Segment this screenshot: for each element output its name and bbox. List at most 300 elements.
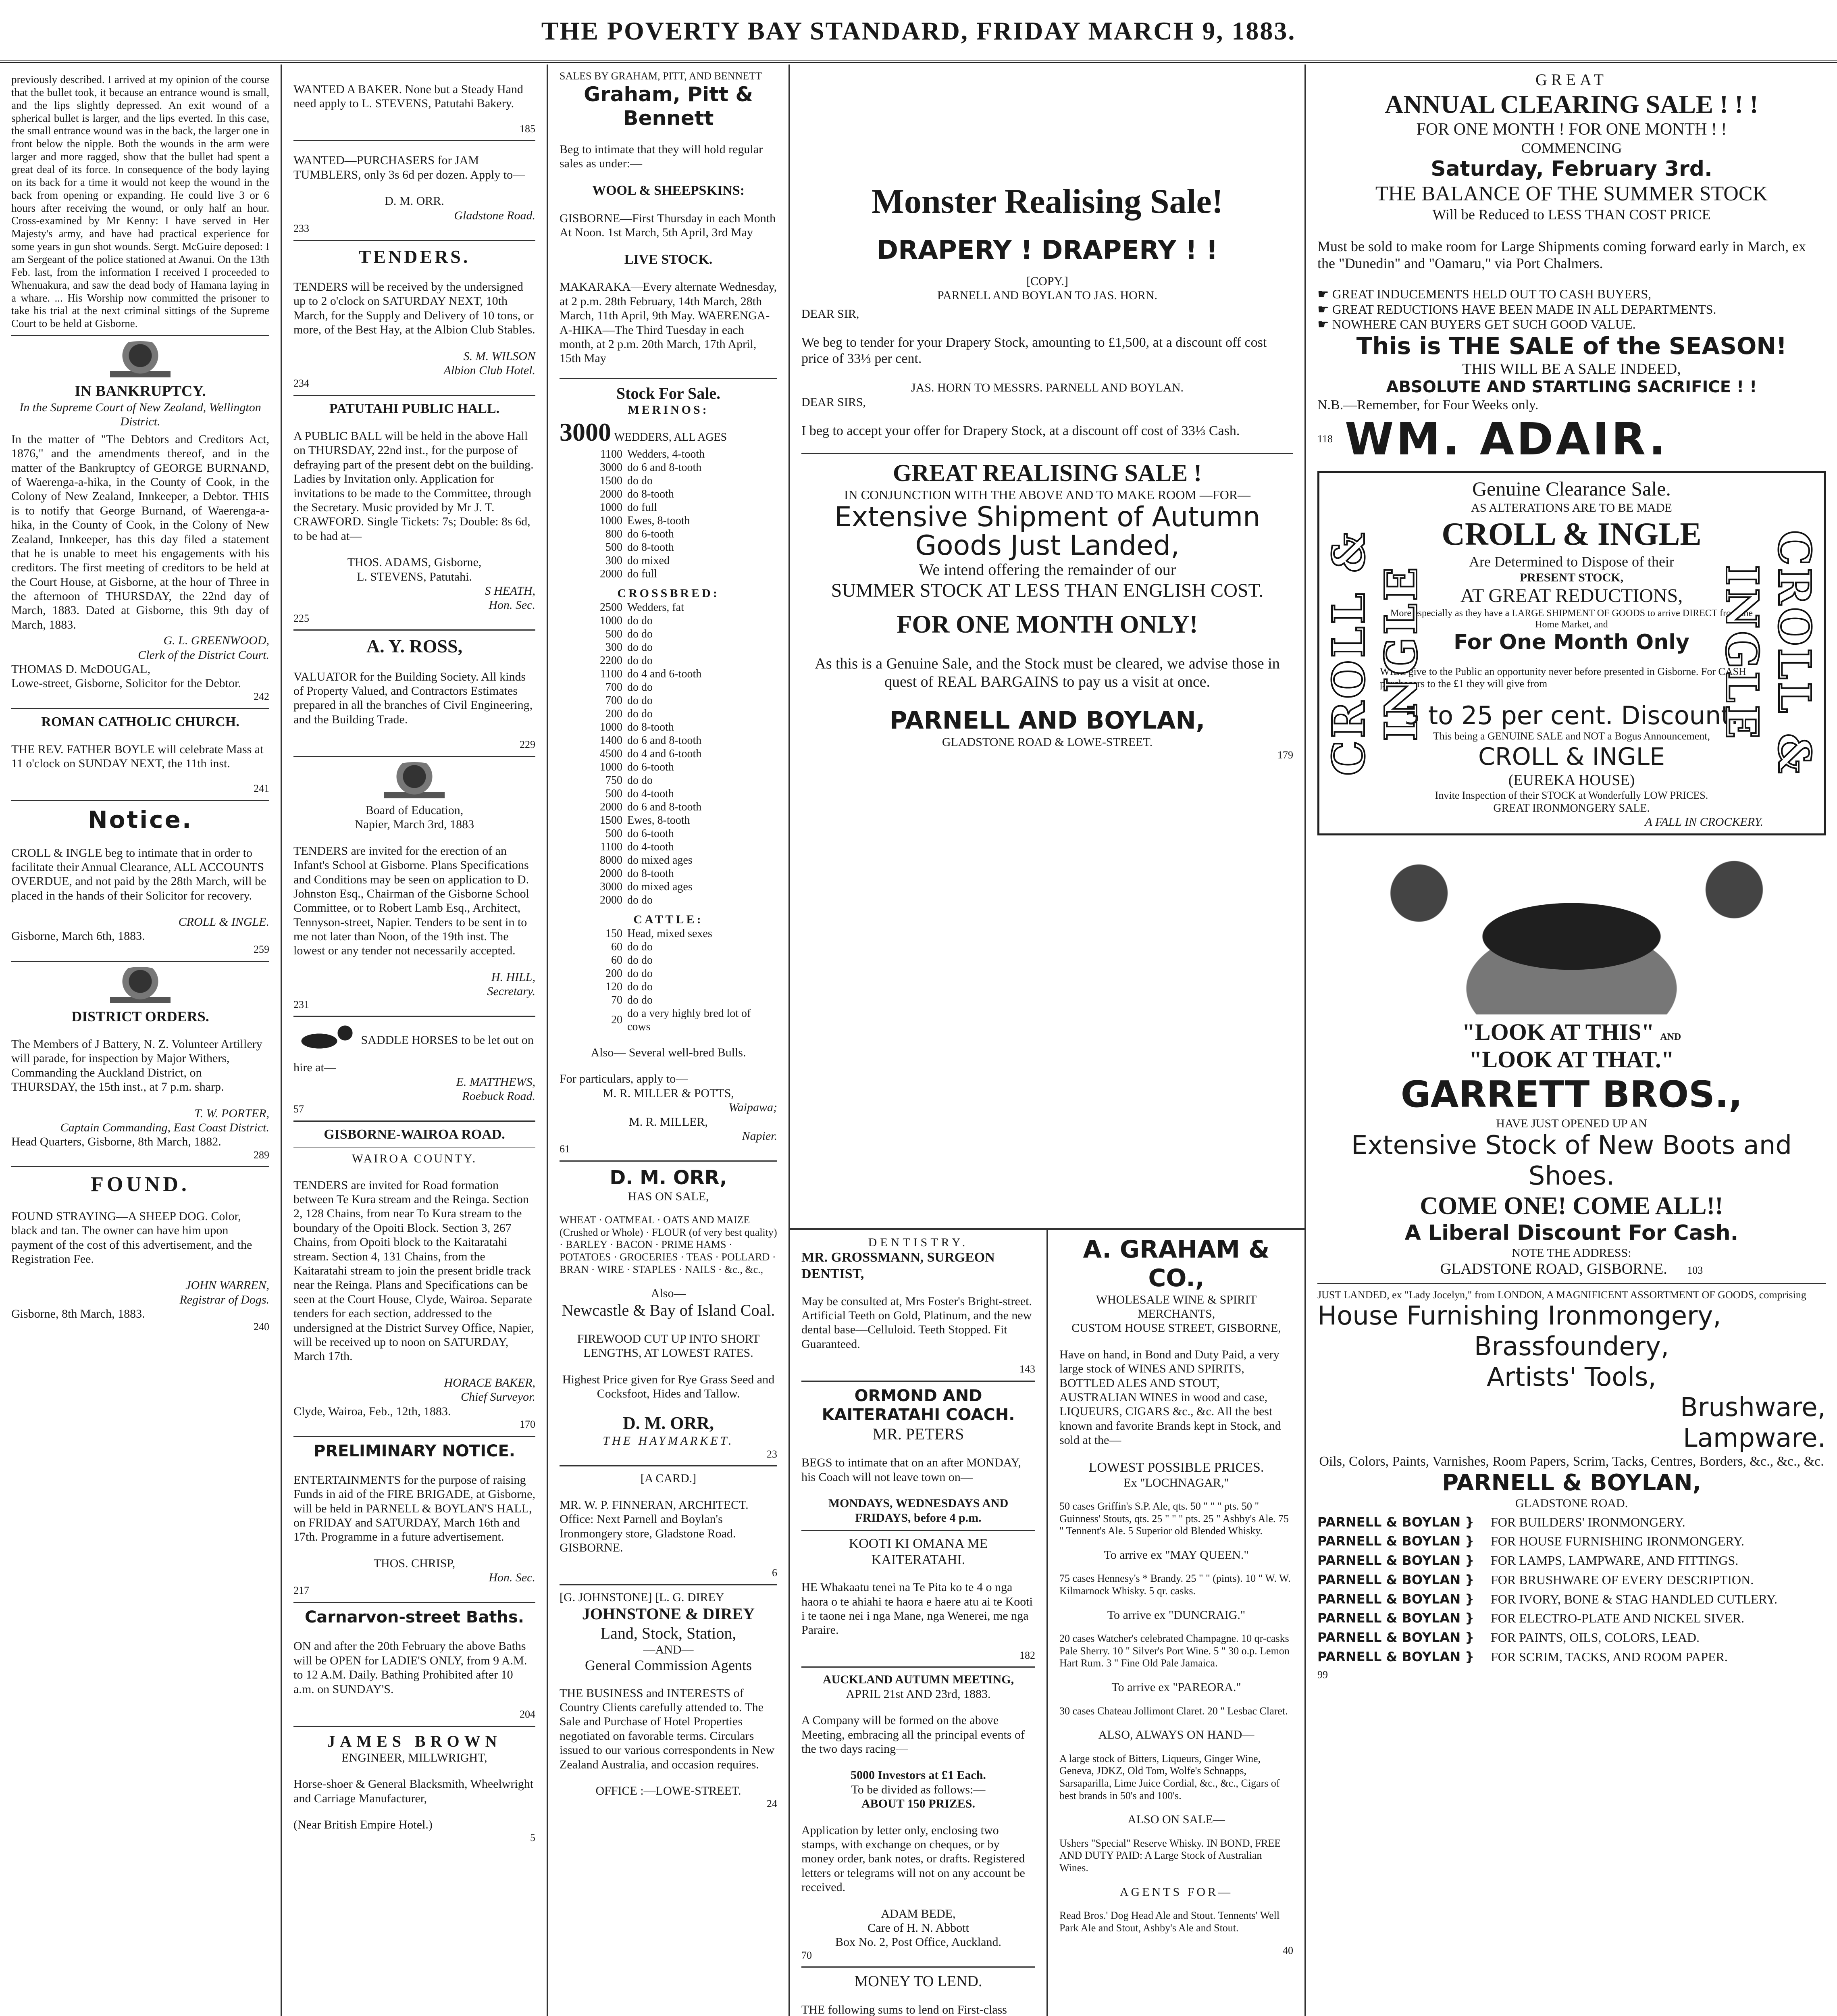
hall-signature-2: L. STEVENS, Patutahi. <box>357 570 472 583</box>
pb-list-desc: FOR BRUSHWARE OF EVERY DESCRIPTION. <box>1491 1572 1754 1587</box>
column-4b <box>1048 1230 1306 2016</box>
sale-body: Ushers "Special" Reserve Whisky. IN BOND, FREE AND DUTY PAID: A Large Stock of Australian Wines. <box>1059 1837 1281 1874</box>
hall-title: PATUTAHI PUBLIC HALL. <box>329 401 500 416</box>
table-cell: 1400 <box>600 734 622 747</box>
church-title: ROMAN CATHOLIC CHURCH. <box>41 714 239 729</box>
ci-reductions: AT GREAT REDUCTIONS, <box>1460 585 1683 607</box>
crossbred-row <box>560 760 777 774</box>
table-cell: do a very highly bred lot of cows <box>627 1007 751 1033</box>
annual-sale: ANNUAL CLEARING SALE ! ! ! <box>1385 90 1758 119</box>
pb-list-name: PARNELL & BOYLAN } <box>1317 1553 1475 1568</box>
district-role: Captain Commanding, East Coast District. <box>60 1120 269 1134</box>
great-realising: GREAT REALISING SALE ! <box>892 460 1202 487</box>
reduced: Will be Reduced to LESS THAN COST PRICE <box>1432 206 1711 223</box>
divider <box>1317 1283 1826 1284</box>
great-label: GREAT <box>1535 71 1608 89</box>
crossbred-row <box>560 774 777 787</box>
divider <box>293 1016 535 1017</box>
crossbred-row <box>560 601 777 614</box>
crossbred-row <box>560 747 777 760</box>
table-cell: 500 <box>605 627 622 640</box>
saddle-body: SADDLE HORSES to be let out on hire at— <box>293 1033 534 1075</box>
notice-body: CROLL & INGLE beg to intimate that in order to facilitate their Annual Clearance, ALL ACCOUNTS OVERDUE, and not paid by the 28th March, will be placed in the hands of their Solicitor for recovery. <box>11 846 266 902</box>
table-cell: 4500 <box>600 747 622 760</box>
merinos-headline <box>560 417 777 448</box>
notice-title: Notice. <box>88 806 193 834</box>
kooti-body: HE Whakaatu tenei na Te Pita ko te 4 o nga haora o te ahiahi te haora e haere atu ai te Kooti i te taone nei i nga Mane, nga Wenerei, me nga Paraire. <box>801 1581 1033 1637</box>
crossbred-row <box>560 641 777 654</box>
garrett-sub: HAVE JUST OPENED UP AN <box>1496 1116 1647 1130</box>
card-label: [A CARD.] <box>640 1472 697 1485</box>
found-date: Gisborne, 8th March, 1883. <box>11 1307 145 1321</box>
road-date: Clyde, Wairoa, Feb., 12th, 1883. <box>293 1404 451 1418</box>
ci-discount: 5 to 25 per cent. Discount. <box>1404 701 1739 731</box>
intend: We intend offering the remainder of our <box>918 560 1176 579</box>
crossbred-title: CROSSBRED: <box>617 587 720 600</box>
divider <box>11 335 269 336</box>
ad-number: 143 <box>1019 1363 1035 1375</box>
cattle-row <box>560 954 777 967</box>
orr-signature: D. M. ORR, <box>622 1413 714 1433</box>
ad-number: 240 <box>254 1321 269 1333</box>
divider <box>801 1381 1035 1382</box>
jd-subtitle: Land, Stock, Station, <box>600 1624 736 1642</box>
tenders-address: Albion Club Hotel. <box>443 363 535 377</box>
orr-items: WHEAT · OATMEAL · OATS AND MAIZE (Crushed or Whole) · FLOUR (of very best quality) · BARLEY · BACON · PRIME HAMS · POTATOES · GROCERIES · TEAS · POLLARD · BRAN · WIRE · STAPLES · NAILS · &c., &c., <box>560 1214 777 1275</box>
copy-line: PARNELL AND BOYLAN TO JAS. HORN. <box>937 289 1157 302</box>
table-cell: do do <box>627 774 653 787</box>
pb-list-name: PARNELL & BOYLAN } <box>1317 1649 1475 1664</box>
crossbred-row <box>560 800 777 814</box>
bankruptcy-role-2: Lowe-street, Gisborne, Solicitor for the Debtor. <box>11 677 241 690</box>
saddle-address: Roebuck Road. <box>462 1089 535 1103</box>
ag-title: A. GRAHAM & CO., <box>1083 1235 1270 1292</box>
ci-name: CROLL & INGLE <box>1442 516 1702 552</box>
orr-haymarket: THE HAYMARKET. <box>603 1434 734 1448</box>
race-signature: ADAM BEDE, <box>881 1907 956 1920</box>
jd-header: [G. JOHNSTONE] [L. G. DIREY <box>560 1591 724 1604</box>
oils: Oils, Colors, Paints, Varnishes, Room Papers, Scrim, Tacks, Centres, Borders, &c., &c., &c. <box>1319 1454 1824 1469</box>
road-title: GISBORNE-WAIROA ROAD. <box>324 1127 505 1142</box>
table-cell: do mixed <box>627 554 670 567</box>
ad-number: 225 <box>293 612 309 624</box>
ad-number: 23 <box>767 1448 777 1460</box>
table-cell: do 4 and 6-tooth <box>627 667 702 680</box>
column-1 <box>0 65 282 2016</box>
ci-fall: A FALL IN CROCKERY. <box>1645 815 1763 829</box>
ex-may-queen: To arrive ex "MAY QUEEN." <box>1104 1548 1249 1562</box>
cattle-row <box>560 1007 777 1033</box>
table-cell: 3000 <box>600 461 622 474</box>
stock-title: Stock For Sale. <box>616 384 721 402</box>
cattle-row <box>560 993 777 1007</box>
tenders-signature: S. M. WILSON <box>463 349 535 363</box>
engraving-illustration-icon <box>1317 841 1826 1014</box>
crossbred-row <box>560 880 777 893</box>
livestock-body: MAKARAKA—Every alternate Wednesday, at 2 p.m. 28th February, 14th March, 28th March, 11th April, 9th May. WAERENGA-A-HIKA—The Third Tuesday in each month, at 2 p.m. 20th March, 17th April, 15th May <box>560 280 777 365</box>
brown-title: JAMES BROWN <box>327 1732 502 1750</box>
column-2 <box>282 65 548 2016</box>
ad-number: 70 <box>801 1949 812 1961</box>
district-body: The Members of J Battery, N. Z. Volunteer Artillery will parade, for inspection by Major Withers, Commanding the Auckland District, on THURSDAY, the 15th inst., at 7 p.m. sharp. <box>11 1037 262 1094</box>
come-one: COME ONE! COME ALL!! <box>1420 1192 1723 1220</box>
hall-signature-1: THOS. ADAMS, Gisborne, <box>347 556 482 569</box>
apply-signature-1: M. R. MILLER & POTTS, <box>603 1086 734 1100</box>
table-cell: 700 <box>605 681 622 694</box>
ad-number: 204 <box>520 1708 535 1720</box>
balance: THE BALANCE OF THE SUMMER STOCK <box>1375 182 1768 206</box>
pb-list-desc: FOR PAINTS, OILS, COLORS, LEAD. <box>1491 1630 1700 1645</box>
absolute: ABSOLUTE AND STARTLING SACRIFICE ! ! <box>1386 378 1757 397</box>
letter-2-body: I beg to accept your offer for Drapery Stock, at a discount off cost of 33⅓ Cash. <box>801 423 1240 438</box>
prelim-body: ENTERTAINMENTS for the purpose of raising Funds in aid of the FIRE BRIGADE, at Gisborne, will be held in PARNELL & BOYLAN'S HALL, on FRIDAY and SATURDAY, March 16th and 17th. Programme in a future advertisement. <box>293 1473 535 1544</box>
table-cell: do do <box>627 894 653 907</box>
table-cell: do full <box>627 568 657 581</box>
table-cell: do 6 and 8-tooth <box>627 461 702 474</box>
ad-number: 229 <box>520 739 535 751</box>
liberal-discount: A Liberal Discount For Cash. <box>1404 1221 1739 1245</box>
coach-title: ORMOND AND KAITERATAHI COACH. <box>822 1386 1015 1425</box>
bankruptcy-subtitle: In the Supreme Court of New Zealand, Wellington District. <box>19 401 261 429</box>
ad-number: 185 <box>520 123 535 135</box>
table-cell: 1000 <box>600 501 622 514</box>
merinos-row <box>560 461 777 474</box>
pb-address: GLADSTONE ROAD. <box>1515 1497 1628 1510</box>
found-title: FOUND. <box>91 1173 190 1196</box>
dentistry-body: May be consulted at, Mrs Foster's Bright-street. Artificial Teeth on Gold, Platinum, and the new dental base—Celluloid. Teeth Stopped. Fit Guaranteed. <box>801 1294 1032 1351</box>
note-address: NOTE THE ADDRESS: <box>1512 1246 1631 1260</box>
table-cell: 2000 <box>600 801 622 814</box>
brown-subtitle: ENGINEER, MILLWRIGHT, <box>341 1751 487 1764</box>
table-cell: 1500 <box>600 474 622 487</box>
baths-title: Carnarvon-street Baths. <box>305 1608 524 1627</box>
district-title: DISTRICT ORDERS. <box>71 1008 209 1025</box>
ci-as: AS ALTERATIONS ARE TO BE MADE <box>1471 501 1672 515</box>
ex-pareora-body: 30 cases Chateau Jollimont Claret. 20 " Lesbac Claret. <box>1059 1705 1288 1717</box>
money-title: MONEY TO LEND. <box>854 1973 982 1990</box>
newspaper-title: THE POVERTY BAY STANDARD, FRIDAY MARCH 9, 1883. <box>541 17 1296 45</box>
crossbred-row <box>560 787 777 800</box>
orr-title: D. M. ORR, <box>610 1166 727 1189</box>
table-cell: 1500 <box>600 814 622 827</box>
race-dates: APRIL 21st AND 23rd, 1883. <box>846 1687 991 1701</box>
bulls: Also— Several well-bred Bulls. <box>591 1045 746 1059</box>
race-divided: To be divided as follows:— <box>851 1783 986 1796</box>
jd-and: —AND— <box>643 1643 694 1656</box>
apply-signature-2: M. R. MILLER, <box>629 1115 708 1129</box>
ad-number: 233 <box>293 223 309 235</box>
table-cell: 500 <box>605 787 622 800</box>
table-cell: 70 <box>611 993 622 1006</box>
ad-number: 40 <box>1283 1945 1293 1957</box>
bankruptcy-signature-1: G. L. GREENWOOD, <box>163 634 269 648</box>
ci-genuine: This being a GENUINE SALE and NOT a Bogus Announcement, <box>1433 730 1710 742</box>
bullet-2: ☛ GREAT REDUCTIONS HAVE BEEN MADE IN ALL DEPARTMENTS. <box>1317 302 1716 317</box>
jam-signature: D. M. ORR. <box>385 194 444 208</box>
church-body: THE REV. FATHER BOYLE will celebrate Mass at 11 o'clock on SUNDAY NEXT, the 11th inst. <box>11 742 264 770</box>
table-cell: do do <box>627 954 653 966</box>
table-cell: Wedders, fat <box>627 601 684 614</box>
jam-ad: WANTED—PURCHASERS for JAM TUMBLERS, only 3s 6d per dozen. Apply to— <box>293 154 525 181</box>
court-report-text: previously described. I arrived at my opinion of the course that the bullet took, it because an entrance wound is small, and the lips slightly depressed. An exit wound of a spherical bullet is larger, and the lips everted. In this case, the small entrance wound was in the back, the larger one in front below the nipple. Both the wounds in the arm were larger and more ragged, show that the bullet had spent a great deal of its force. In consequence of the body laying on its back for a time it would not keep the wound in the back from opening or expanding. He could live 3 or 6 hours after receiving the wound, or only half an hour. Cross-examined by Mr Kenny: I have served in Her Majesty's army, and have had practical experience for some years in gun shot wounds. Sergt. McGuire deposed: I am Sergeant of the police stationed at Awanui. On the 13th Feb. last, from the information I received I proceeded to Whenuakura, and saw the dead body of Hamana laying in a whare. ... His Worship now committed the prisoner to take his trial at the next criminal sittings of the Supreme Court to be held at Gisborne. <box>11 73 269 330</box>
ci-eureka: (EUREKA HOUSE) <box>1508 771 1635 789</box>
table-cell: 1100 <box>600 448 622 460</box>
ag-subtitle: WHOLESALE WINE & SPIRIT MERCHANTS, <box>1096 1293 1257 1320</box>
graham-intro: Beg to intimate that they will hold regular sales as under:— <box>560 142 763 171</box>
divider <box>11 1166 269 1167</box>
road-body: TENDERS are invited for Road formation between Te Kura stream and the Reinga. Section 2, 128 Chains, from near To Kura stream to the boundary of the Opoiti Block. Section 3, 267 Chains, from Opoiti block to the Kaitaratahi stream. Section 4, 131 Chains, from the Kaitaratahi stream to join the present bridle track near the Reinga. Plans and Specifications can be seen at the Court House, Clyde, Wairoa. Separate tenders for each section, addressed to the undersigned at the District Survey Office, Napier, will be received up to noon on SATURDAY, March 17th. <box>293 1178 534 1363</box>
bullet-1-text: GREAT INDUCEMENTS HELD OUT TO CASH BUYERS, <box>1332 286 1652 301</box>
will-be: THIS WILL BE A SALE INDEED, <box>1462 360 1681 377</box>
table-cell: do do <box>627 641 653 654</box>
baker-ad: WANTED A BAKER. None but a Steady Hand need apply to L. STEVENS, Patutahi Bakery. <box>293 83 523 110</box>
pb-list-item <box>1317 1630 1826 1645</box>
pb-list-name: PARNELL & BOYLAN } <box>1317 1591 1475 1607</box>
race-investors: 5000 Investors at £1 Each. <box>851 1768 986 1782</box>
merinos-count: 3000 <box>560 418 611 447</box>
table-cell: 1000 <box>600 721 622 733</box>
education-date: Napier, March 3rd, 1883 <box>354 818 474 831</box>
letter-1-greeting: DEAR SIR, <box>801 307 859 321</box>
just-landed: JUST LANDED, ex "Lady Jocelyn," from LONDON, A MAGNIFICENT ASSORTMENT OF GOODS, comprising <box>1317 1289 1806 1301</box>
divider <box>801 1966 1035 1968</box>
table-cell: do 6 and 8-tooth <box>627 801 702 814</box>
crossbred-row <box>560 721 777 734</box>
monster-title: Monster Realising Sale! <box>871 182 1223 221</box>
table-cell: 200 <box>605 967 622 980</box>
conjunction: IN CONJUNCTION WITH THE ABOVE AND TO MAKE ROOM —FOR— <box>844 487 1251 502</box>
table-cell: do 4 and 6-tooth <box>627 747 702 760</box>
table-cell: do 4-tooth <box>627 787 674 800</box>
crossbred-row <box>560 827 777 840</box>
merinos-row <box>560 514 777 527</box>
merinos-row <box>560 474 777 487</box>
table-cell: do do <box>627 614 653 627</box>
table-cell: Wedders, 4-tooth <box>627 448 705 460</box>
jd-agents: General Commission Agents <box>585 1657 752 1674</box>
horse-icon <box>293 1025 358 1057</box>
crossbred-table <box>560 601 777 907</box>
cattle-table <box>560 927 777 1033</box>
bullet-2-text: GREAT REDUCTIONS HAVE BEEN MADE IN ALL DEPARTMENTS. <box>1332 302 1716 317</box>
race-body: A Company will be formed on the above Meeting, embracing all the principal events of the two days racing— <box>801 1714 1025 1756</box>
merinos-row <box>560 448 777 461</box>
apply-place-2: Napier. <box>742 1129 777 1143</box>
table-cell: 700 <box>605 694 622 707</box>
brushware: Brushware, <box>1680 1393 1826 1423</box>
saddle-ad <box>293 1022 535 1075</box>
table-cell: do 6-tooth <box>627 760 674 773</box>
shipment: Extensive Shipment of Autumn Goods Just Landed, <box>834 501 1261 562</box>
divider <box>11 800 269 801</box>
royal-crest-icon <box>106 341 175 377</box>
royal-crest-icon <box>380 762 449 798</box>
pb-list-item <box>1317 1553 1826 1568</box>
prelim-role: Hon. Sec. <box>489 1571 535 1585</box>
table-cell: do do <box>627 681 653 694</box>
brown-address: (Near British Empire Hotel.) <box>293 1818 433 1831</box>
table-cell: do mixed ages <box>627 881 693 893</box>
found-body: FOUND STRAYING—A SHEEP DOG. Color, black and tan. The owner can have him upon payment of the cost of this advertisement, and the Registration Fee. <box>11 1209 252 1266</box>
ad-number: 170 <box>520 1418 535 1430</box>
sale-title: ALSO ON SALE— <box>1128 1813 1225 1826</box>
jd-body: THE BUSINESS and INTERESTS of Country Clients carefully attended to. The Sale and Purchase of Hotel Properties negotiated on favorable terms. Circulars issued to our various correspondents in New Zealand Australia, and occasion requires. <box>560 1686 775 1771</box>
pb-list-item <box>1317 1649 1826 1665</box>
divider <box>293 1436 535 1437</box>
bullet-3-text: NOWHERE CAN BUYERS GET SUCH GOOD VALUE. <box>1332 317 1636 332</box>
table-cell: do 4-tooth <box>627 841 674 854</box>
notice-date: Gisborne, March 6th, 1883. <box>11 929 145 943</box>
look-2: "LOOK AT THAT." <box>1469 1046 1674 1073</box>
for-month: FOR ONE MONTH ! FOR ONE MONTH ! ! <box>1416 120 1727 139</box>
table-cell: do mixed ages <box>627 854 693 867</box>
divider <box>293 1147 535 1148</box>
table-cell: 300 <box>605 641 622 654</box>
pb-list-name: PARNELL & BOYLAN } <box>1317 1572 1475 1587</box>
saddle-signature: E. MATTHEWS, <box>456 1075 535 1089</box>
merinos-desc: WEDDERS, ALL AGES <box>614 431 727 444</box>
crossbred-row <box>560 734 777 747</box>
agents-title: AGENTS FOR— <box>1119 1885 1233 1899</box>
table-cell: do do <box>627 474 653 487</box>
notice-signature: CROLL & INGLE. <box>178 915 269 929</box>
hall-role: Hon. Sec. <box>489 598 535 612</box>
table-cell: 2000 <box>600 568 622 581</box>
table-cell: 20 <box>611 1014 622 1027</box>
divider <box>560 1584 777 1585</box>
table-cell: 2000 <box>600 894 622 907</box>
ad-number: 179 <box>1277 749 1293 761</box>
pb-list-desc: FOR BUILDERS' IRONMONGERY. <box>1491 1514 1685 1529</box>
pb-address: GLADSTONE ROAD & LOWE-STREET. <box>942 735 1153 749</box>
coach-days: MONDAYS, WEDNESDAYS AND FRIDAYS, before 4 p.m. <box>828 1497 1009 1524</box>
table-cell: 120 <box>605 980 622 993</box>
ag-body: Have on hand, in Bond and Duty Paid, a very large stock of WINES AND SPIRITS, BOTTLED ALES AND STOUT, AUSTRALIAN WINES in wood and case, LIQUEURS, CIGARS &c., &c. All the best known and favorite Brands kept in Stock, and sold at the— <box>1059 1347 1281 1447</box>
found-role: Registrar of Dogs. <box>179 1293 269 1306</box>
dentistry-name: MR. GROSSMANN, SURGEON DENTIST, <box>801 1250 995 1281</box>
table-cell: do do <box>627 980 653 993</box>
pb-list-desc: FOR SCRIM, TACKS, AND ROOM PAPER. <box>1491 1649 1728 1664</box>
crossbred-row <box>560 614 777 627</box>
merinos-title: MERINOS: <box>628 403 709 417</box>
ad-number: 118 <box>1317 433 1333 445</box>
race-address: Care of H. N. Abbott <box>868 1921 969 1935</box>
ci-name-2: CROLL & INGLE <box>1478 742 1665 771</box>
road-role: Chief Surveyor. <box>461 1390 535 1404</box>
pb-list-item <box>1317 1592 1826 1607</box>
table-cell: 300 <box>605 554 622 567</box>
orr-coal: Newcastle & Bay of Island Coal. <box>562 1301 775 1319</box>
crossbred-row <box>560 814 777 827</box>
table-cell: do do <box>627 993 653 1006</box>
bullet-3: ☛ NOWHERE CAN BUYERS GET SUCH GOOD VALUE. <box>1317 317 1636 332</box>
ag-lowest: LOWEST POSSIBLE PRICES. <box>1088 1460 1264 1475</box>
gladstone-road: GLADSTONE ROAD, GISBORNE. <box>1440 1260 1667 1277</box>
column-4a <box>790 1230 1048 2016</box>
divider <box>11 961 269 962</box>
district-place: Head Quarters, Gisborne, 8th March, 1882. <box>11 1135 221 1149</box>
drapery-heading: DRAPERY ! DRAPERY ! ! <box>876 235 1218 266</box>
ex-pareora: To arrive ex "PAREORA." <box>1111 1681 1241 1694</box>
ci-iron: GREAT IRONMONGERY SALE. <box>1493 802 1650 815</box>
bankruptcy-role-1: Clerk of the District Court. <box>138 648 269 662</box>
ad-number: 57 <box>293 1103 304 1115</box>
coach-name: MR. PETERS <box>872 1425 964 1443</box>
pb-list-desc: FOR HOUSE FURNISHING IRONMONGERY. <box>1491 1534 1744 1549</box>
bankruptcy-signature-2: THOMAS D. McDOUGAL, <box>11 662 150 676</box>
table-cell: do do <box>627 940 653 953</box>
graham-header: SALES BY GRAHAM, PITT, AND BENNETT <box>560 70 762 82</box>
ag-address: CUSTOM HOUSE STREET, GISBORNE, <box>1071 1321 1281 1335</box>
table-cell: do 6-tooth <box>627 528 674 541</box>
orr-subtitle: HAS ON SALE, <box>628 1189 709 1203</box>
this-is-sale: This is THE SALE of the SEASON! <box>1356 332 1787 360</box>
bullet-1: ☛ GREAT INDUCEMENTS HELD OUT TO CASH BUYERS, <box>1317 286 1652 301</box>
pb-list-desc: FOR IVORY, BONE & STAG HANDLED CUTLERY. <box>1491 1591 1777 1606</box>
ad-number: 103 <box>1687 1264 1703 1276</box>
table-cell: do do <box>627 707 653 720</box>
table-cell: 2200 <box>600 654 622 667</box>
merinos-row <box>560 487 777 501</box>
table-cell: 500 <box>605 827 622 840</box>
table-cell: 3000 <box>600 881 622 893</box>
ci-title: Genuine Clearance Sale. <box>1472 477 1671 500</box>
pb-list-item <box>1317 1515 1826 1530</box>
nb: N.B.—Remember, for Four Weeks only. <box>1317 397 1539 412</box>
table-cell: do 8-tooth <box>627 721 674 733</box>
ex-lochnagar-body: 50 cases Griffin's S.P. Ale, qts. 50 " " " pts. 50 " Guinness' Stouts, qts. 25 " " " pts. 25 " Ashby's Ale. 75 " Tennent's Ale. 5 Superior old Blended Whisky. <box>1059 1500 1289 1537</box>
croll-ingle-ad <box>1317 471 1826 835</box>
merinos-row <box>560 567 777 581</box>
genuine-text: As this is a Genuine Sale, and the Stock must be cleared, we advise those in quest of REAL BARGAINS to pay us a visit at once. <box>815 655 1280 691</box>
pb-list-desc: FOR LAMPS, LAMPWARE, AND FITTINGS. <box>1491 1553 1739 1568</box>
merinos-row <box>560 554 777 567</box>
table-cell: Ewes, 8-tooth <box>627 514 690 527</box>
hall-signature-3: S HEATH, <box>485 584 535 598</box>
divider <box>11 708 269 709</box>
crossbred-row <box>560 681 777 694</box>
bankruptcy-notice <box>11 432 269 703</box>
column-3 <box>548 65 790 2016</box>
ad-number: 61 <box>560 1143 570 1155</box>
column-5 <box>1306 65 1837 2016</box>
table-cell: do 6 and 8-tooth <box>627 734 702 747</box>
table-cell: 1100 <box>600 667 622 680</box>
table-cell: 60 <box>611 954 622 966</box>
divider <box>801 453 1293 454</box>
table-cell: 1000 <box>600 514 622 527</box>
bankruptcy-title: IN BANKRUPTCY. <box>75 383 206 400</box>
ci-determined: Are Determined to Dispose of their <box>1469 554 1674 570</box>
pb-list-name: PARNELL & BOYLAN } <box>1317 1533 1475 1549</box>
table-cell: 8000 <box>600 854 622 867</box>
jam-address: Gladstone Road. <box>454 208 535 222</box>
pb-list-name: PARNELL & BOYLAN } <box>1317 1610 1475 1626</box>
ad-number: 234 <box>293 377 309 389</box>
crossbred-row <box>560 893 777 907</box>
commencing: COMMENCING <box>1521 140 1622 156</box>
education-title: Board of Education, <box>365 803 464 817</box>
table-cell: Head, mixed sexes <box>627 927 712 940</box>
merinos-table <box>560 448 777 581</box>
divider <box>293 395 535 396</box>
letter-1-body: We beg to tender for your Drapery Stock, amounting to £1,500, at a discount off cost price of 33⅓ per cent. <box>801 335 1267 367</box>
table-cell: do full <box>627 501 657 514</box>
ci-present: PRESENT STOCK, <box>1519 571 1624 584</box>
finneran-body: MR. W. P. FINNERAN, ARCHITECT. Office: Next Parnell and Boylan's Ironmongery store, Gladstone Road. GISBORNE. <box>560 1498 749 1555</box>
divider <box>293 629 535 631</box>
pb-list-item <box>1317 1611 1826 1626</box>
